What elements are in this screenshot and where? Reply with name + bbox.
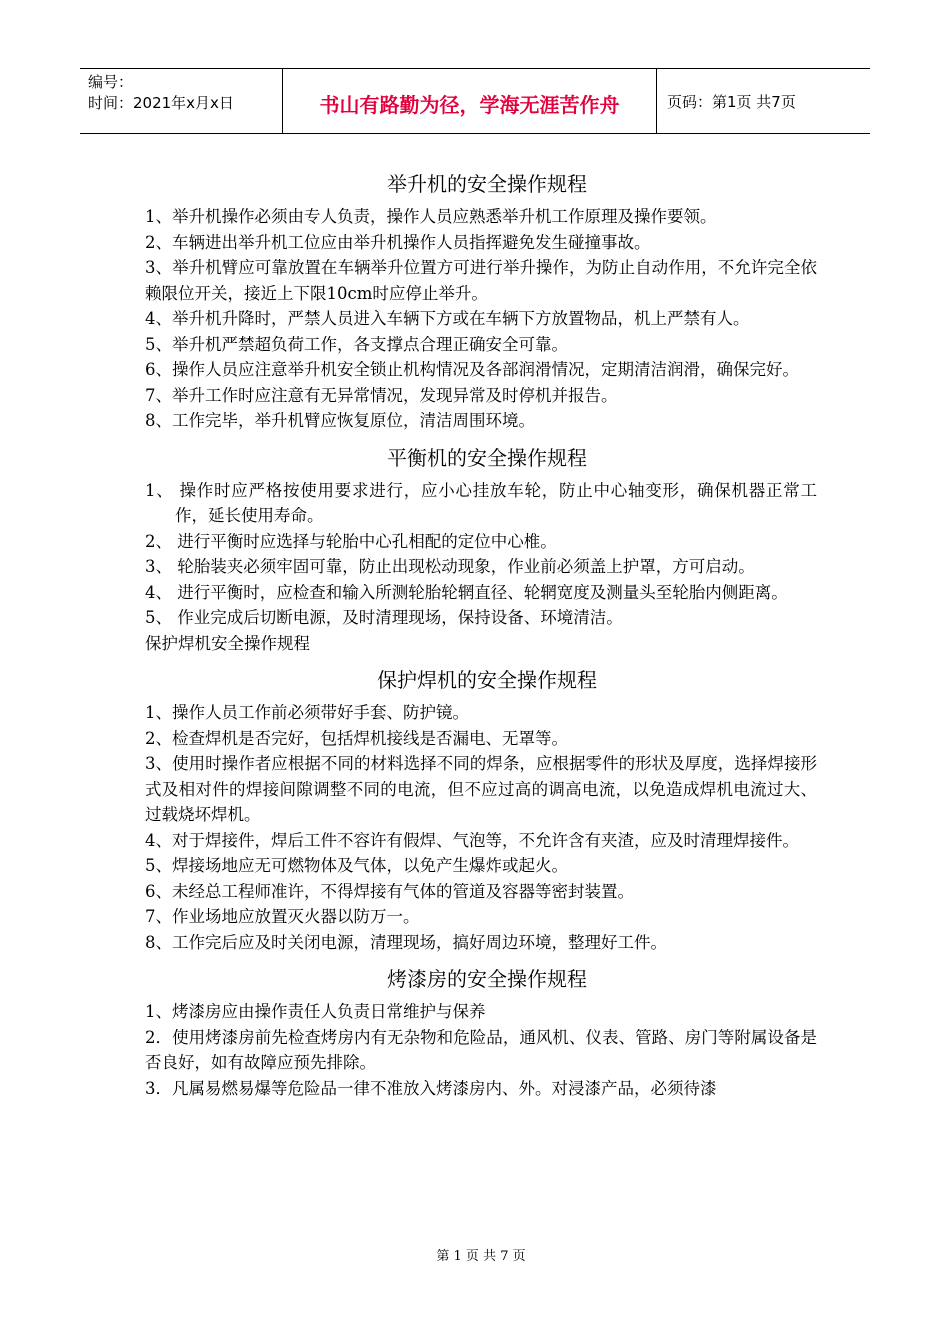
list-item: 7、作业场地应放置灭火器以防万一。 <box>145 907 420 926</box>
page-header <box>80 68 870 134</box>
section-balancer <box>145 444 817 657</box>
list-item: 3．凡属易燃易爆等危险品一律不准放入烤漆房内、外。对浸漆产品，必须待漆 <box>145 1078 717 1098</box>
section-title: 平衡机的安全操作规程 <box>387 445 587 470</box>
list-item: 3、 轮胎装夹必须牢固可靠，防止出现松动现象，作业前必须盖上护罩，方可启动。 <box>145 557 755 576</box>
list-item: 1、烤漆房应由操作责任人负责日常维护与保养 <box>145 1002 486 1021</box>
list-item: 2、车辆进出举升机工位应由举升机操作人员指挥避免发生碰撞事故。 <box>145 232 651 252</box>
list-item: 8、工作完毕，举升机臂应恢复原位，清洁周围环境。 <box>145 411 535 430</box>
list-item: 1、 操作时应严格按使用要求进行，应小心挂放车轮，防止中心轴变形，确保机器正常工作，延长使用寿命。 <box>145 480 817 525</box>
list-item: 1、操作人员工作前必须带好手套、防护镜。 <box>145 703 469 722</box>
list-item: 8、工作完后应及时关闭电源，清理现场，搞好周边环境，整理好工件。 <box>145 932 667 952</box>
list-item: 2、 进行平衡时应选择与轮胎中心孔相配的定位中心椎。 <box>145 531 557 551</box>
document-body <box>145 170 817 1101</box>
section-title: 保护焊机的安全操作规程 <box>377 668 597 692</box>
list-item: 4、对于焊接件，焊后工件不容许有假焊、气泡等，不允许含有夹渣，应及时清理焊接件。 <box>145 830 799 850</box>
list-item: 4、举升机升降时，严禁人员进入车辆下方或在车辆下方放置物品，机上严禁有人。 <box>145 309 750 328</box>
list-item: 5、焊接场地应无可燃物体及气体，以免产生爆炸或起火。 <box>145 856 568 875</box>
page-footer: 第 1 页 共 7 页 <box>436 1249 526 1264</box>
document-date: 时间：2021年x月x日 <box>88 94 234 112</box>
section-title: 举升机的安全操作规程 <box>387 172 587 196</box>
list-item: 4、 进行平衡时，应检查和输入所测轮胎轮辋直径、轮辋宽度及测量头至轮胎内侧距离。 <box>145 582 788 602</box>
document-number: 编号： <box>88 73 134 91</box>
list-item: 6、操作人员应注意举升机安全锁止机构情况及各部润滑情况，定期清洁润滑，确保完好。 <box>145 360 799 379</box>
section-paint-booth <box>145 965 817 1101</box>
section-welder <box>145 666 817 955</box>
section-lift <box>145 170 817 434</box>
section-title: 烤漆房的安全操作规程 <box>387 967 587 991</box>
standalone-heading: 保护焊机安全操作规程 <box>145 633 310 653</box>
header-motto: 书山有路勤为径，学海无涯苦作舟 <box>283 69 657 133</box>
list-item: 1、举升机操作必须由专人负责，操作人员应熟悉举升机工作原理及操作要领。 <box>145 207 717 226</box>
list-item: 2、检查焊机是否完好，包括焊机接线是否漏电、无罩等。 <box>145 728 568 748</box>
list-item: 5、举升机严禁超负荷工作，各支撑点合理正确安全可靠。 <box>145 334 568 354</box>
list-item: 6、未经总工程师准许，不得焊接有气体的管道及容器等密封装置。 <box>145 881 634 901</box>
list-item: 5、 作业完成后切断电源，及时清理现场，保持设备、环境清洁。 <box>145 608 623 627</box>
list-item: 2．使用烤漆房前先检查烤房内有无杂物和危险品，通风机、仪表、管路、房门等附属设备是否良好，如有故障应预先排除。 <box>145 1027 817 1072</box>
header-page-info: 页码：第1页 共7页 <box>667 92 796 111</box>
header-meta <box>80 69 283 133</box>
list-item: 3、举升机臂应可靠放置在车辆举升位置方可进行举升操作，为防止自动作用，不允许完全依赖限位开关，接近上下限10cm时应停止举升。 <box>145 258 817 303</box>
hanging-list <box>145 478 817 631</box>
list-item: 7、举升工作时应注意有无异常情况，发现异常及时停机并报告。 <box>145 385 618 405</box>
list-item: 3、使用时操作者应根据不同的材料选择不同的焊条，应根据零件的形状及厚度，选择焊接形式及相对件的焊接间隙调整不同的电流，但不应过高的调高电流，以免造成焊机电流过大、过载烧坏焊机。 <box>145 754 817 824</box>
